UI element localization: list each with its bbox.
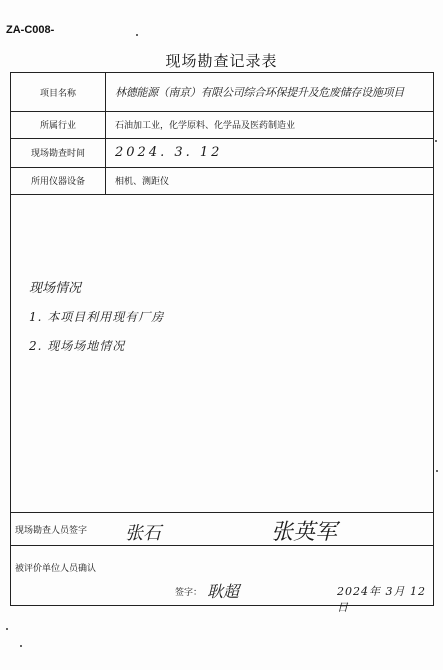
client-confirm-label: 被评价单位人员确认 <box>15 564 97 574</box>
notes-item-2: 2. 现场场地情况 <box>29 339 126 353</box>
document-code: ZA-C008- <box>6 24 55 36</box>
project-name-row <box>11 73 433 112</box>
survey-time-row <box>11 138 433 168</box>
surveyor-label: 现场勘查人员签字 <box>15 525 88 536</box>
notes-heading: 现场情况 <box>29 281 82 296</box>
scan-speck <box>6 628 8 630</box>
scan-speck <box>20 645 22 647</box>
survey-record-form <box>10 72 434 614</box>
project-name-label: 项目名称 <box>11 73 106 111</box>
client-signature: 耿超 <box>207 582 240 601</box>
notes-item-1: 1. 本项目利用现有厂房 <box>29 310 165 324</box>
industry-label: 所属行业 <box>11 111 106 138</box>
surveyor-signature-row <box>11 512 433 546</box>
industry-value: 石油加工业，化学原料、化学品及医药制造业 <box>115 121 296 131</box>
scan-speck <box>136 34 138 36</box>
survey-time-label: 现场勘查时间 <box>11 138 106 167</box>
scan-speck <box>436 470 438 472</box>
survey-notes <box>29 277 164 354</box>
client-sign-date: 2024年 3月 12日 <box>337 585 426 614</box>
project-name-value: 林德能源（南京）有限公司综合环保提升及危废储存设施项目 <box>115 86 404 99</box>
equipment-row <box>11 167 433 195</box>
scan-speck <box>435 140 437 142</box>
surveyor-signature-2: 张英军 <box>271 520 338 545</box>
sign-label: 签字： <box>175 588 203 598</box>
equipment-label: 所用仪器设备 <box>11 167 106 194</box>
survey-time-value: 2024. 3. 12 <box>115 145 223 160</box>
industry-row <box>11 111 433 139</box>
form-title: 现场勘查记录表 <box>165 52 278 70</box>
equipment-value: 相机、测距仪 <box>115 177 170 187</box>
surveyor-signature-1: 张石 <box>125 523 161 544</box>
